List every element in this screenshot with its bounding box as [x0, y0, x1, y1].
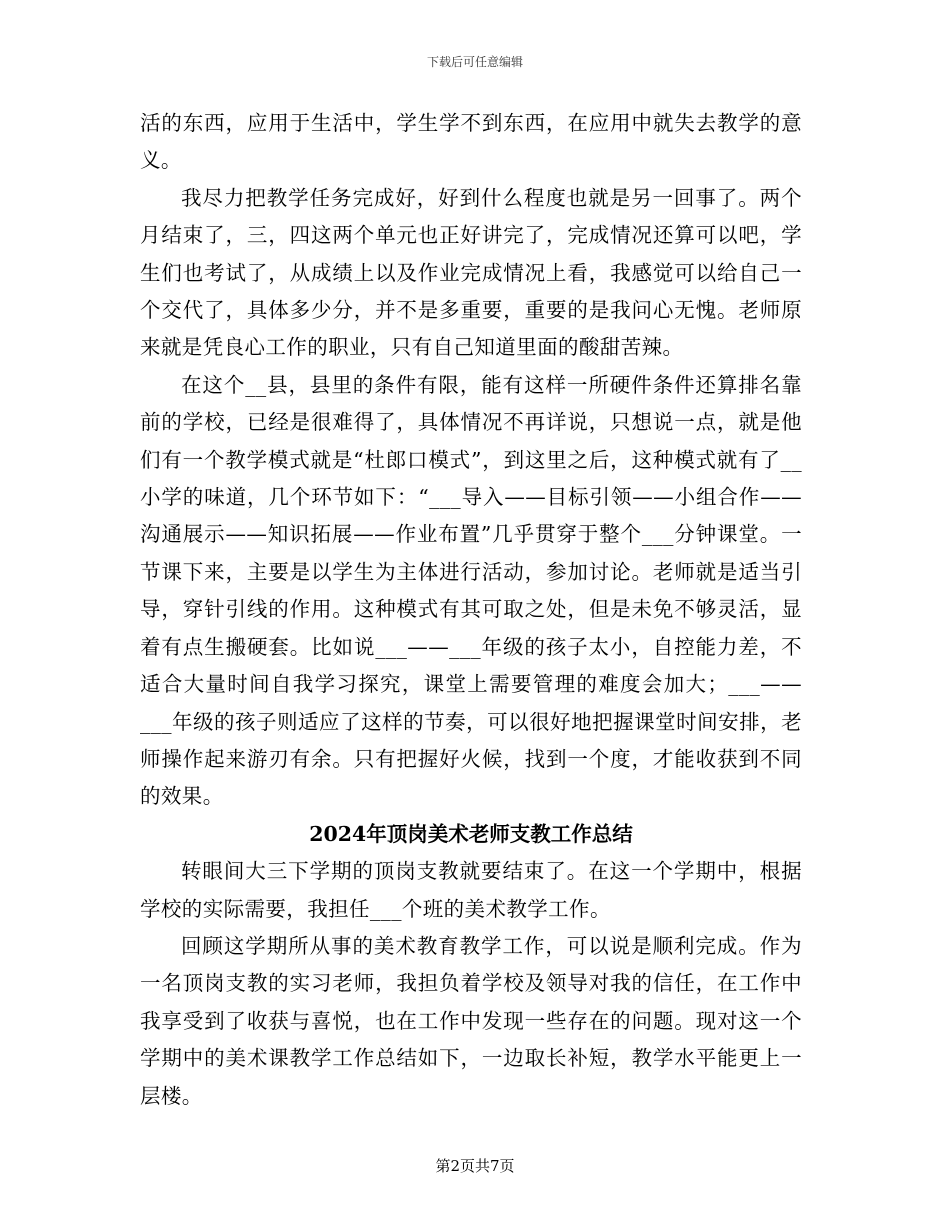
- paragraph-1: 活的东西，应用于生活中，学生学不到东西，在应用中就失去教学的意义。: [140, 111, 802, 173]
- page-header: 下载后可任意编辑: [426, 55, 523, 69]
- section-title: 2024年顶岗美术老师支教工作总结: [309, 821, 633, 846]
- document-body: [140, 105, 802, 1115]
- page-footer: 第2页共7页: [435, 1157, 515, 1175]
- paragraph-5: 回顾这学期所从事的美术教育教学工作，可以说是顺利完成。作为一名顶岗支教的实习老师，我担负着学校及领导对我的信任，在工作中我享受到了收获与喜悦，也在工作中发现一些存在的问题。现对这一个学期中的美术课教学工作总结如下，一边取长补短，教学水平能更上一层楼。: [140, 933, 802, 1108]
- paragraph-2: 我尽力把教学任务完成好，好到什么程度也就是另一回事了。两个月结束了，三，四这两个单元也正好讲完了，完成情况还算可以吧，学生们也考试了，从成绩上以及作业完成情况上看，我感觉可以给自己一个交代了，具体多少分，并不是多重要，重要的是我问心无愧。老师原来就是凭良心工作的职业，只有自己知道里面的酸甜苦辣。: [140, 185, 802, 360]
- paragraph-3: 在这个__县，县里的条件有限，能有这样一所硬件条件还算排名靠前的学校，已经是很难得了，具体情况不再详说，只想说一点，就是他们有一个教学模式就是“杜郎口模式”，到这里之后，这种模式就有了__小学的味道，几个环节如下：“___导入——目标引领——小组合作——沟通展示——知识拓展——作业布置”几乎贯穿于整个___分钟课堂。一节课下来，主要是以学生为主体进行活动，参加讨论。老师就是适当引导，穿针引线的作用。这种模式有其可取之处，但是未免不够灵活，显着有点生搬硬套。比如说___——___年级的孩子太小，自控能力差，不适合大量时间自我学习探究，课堂上需要管理的难度会加大；___——___年级的孩子则适应了这样的节奏，可以很好地把握课堂时间安排，老师操作起来游刃有余。只有把握好火候，找到一个度，才能收获到不同的效果。: [140, 372, 802, 809]
- paragraph-4: 转眼间大三下学期的顶岗支教就要结束了。在这一个学期中，根据学校的实际需要，我担任___个班的美术教学工作。: [140, 859, 802, 921]
